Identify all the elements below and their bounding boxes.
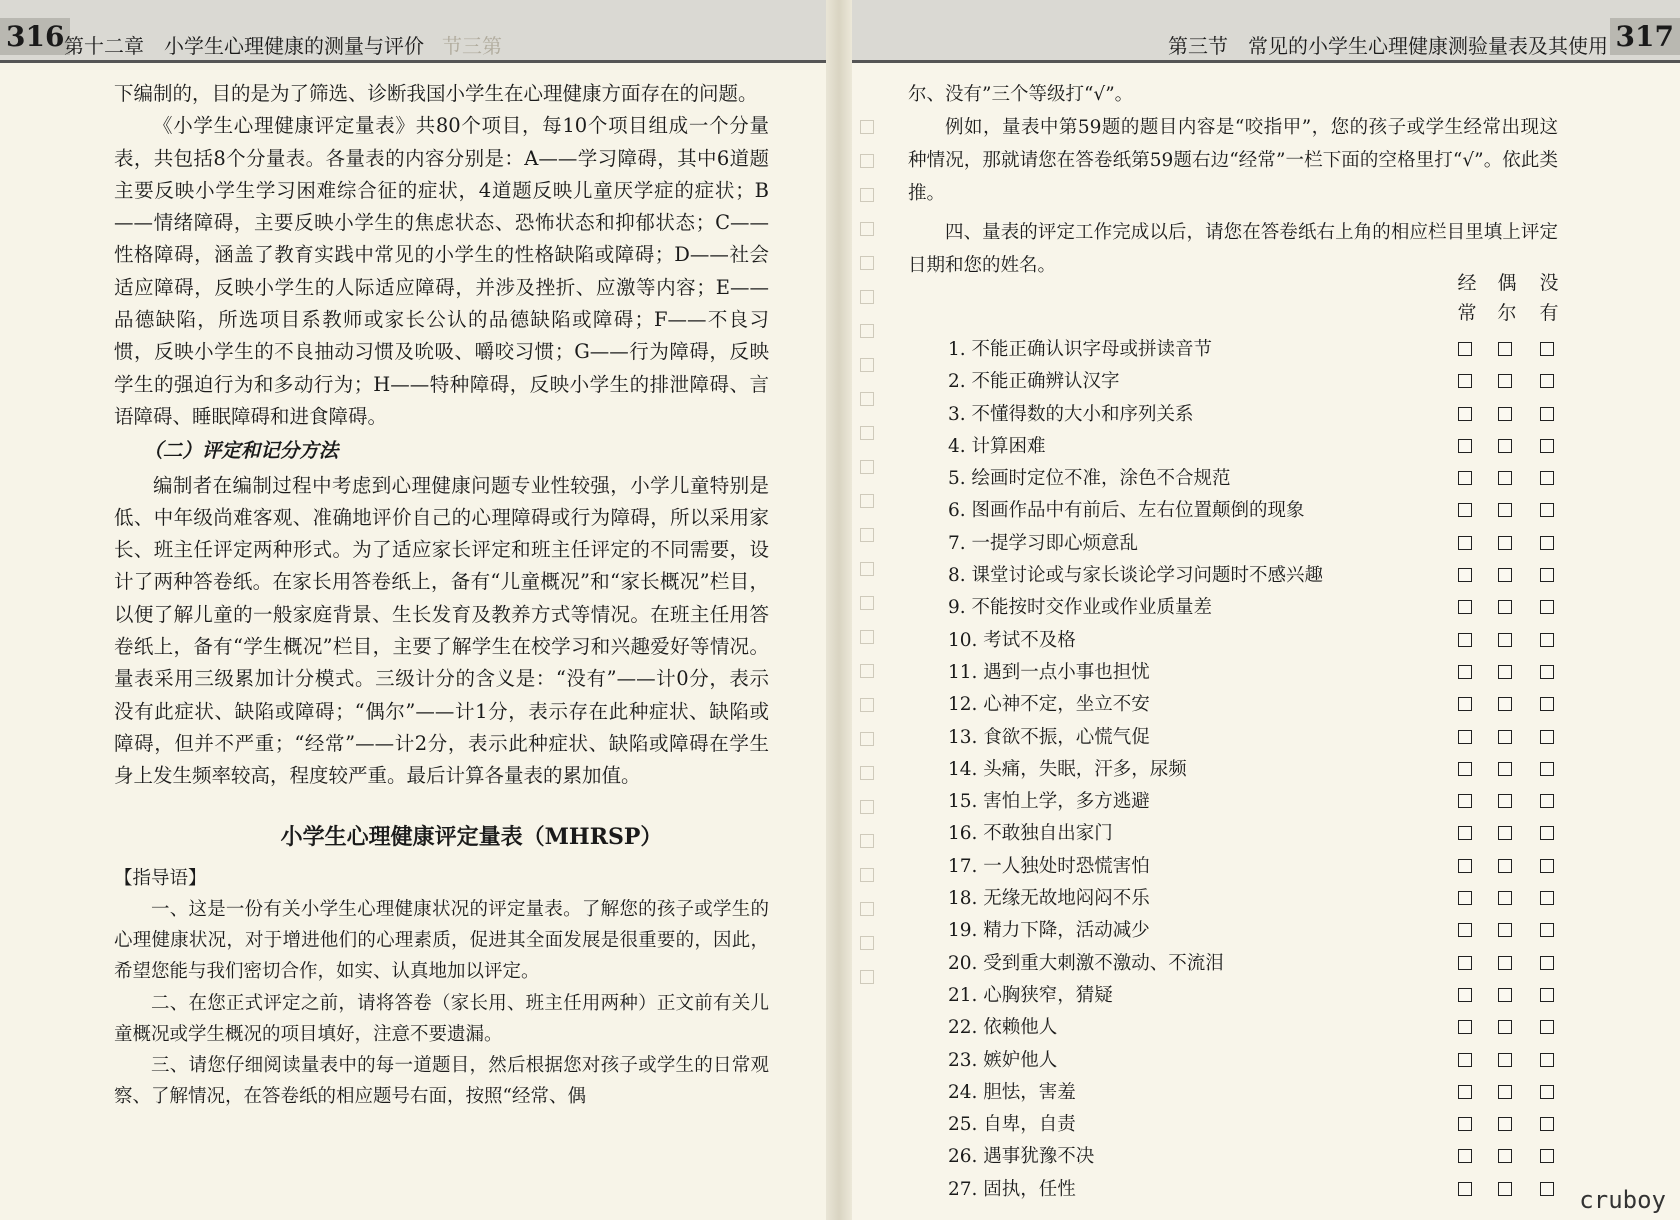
guide-label: 【指导语】 [114,867,207,889]
scale-item-row [948,366,1588,398]
checkbox-sometimes[interactable] [1498,1117,1512,1131]
left-header [0,0,838,63]
scale-item-text: 16. 不敢独自出家门 [948,823,1113,845]
paragraph: 例如，量表中第59题的题目内容是“咬指甲”，您的孩子或学生经常出现这种情况，那就请您在答卷纸第59题右边“经常”一栏下面的空格里打“√”。依此类推。 [908,117,1558,204]
checkbox-sometimes[interactable] [1498,471,1512,485]
checkbox-sometimes[interactable] [1498,407,1512,421]
scale-item-row [948,495,1588,527]
book-gutter [826,0,852,1220]
section-subheading: （二）评定和记分方法 [143,439,339,463]
scale-item-text: 17. 一人独处时恐慌害怕 [948,855,1150,877]
checkbox-never[interactable] [1540,342,1554,356]
checkbox-sometimes[interactable] [1498,342,1512,356]
checkbox-sometimes[interactable] [1498,633,1512,647]
guide-paragraph: 三、请您仔细阅读量表中的每一道题目，然后根据您对孩子或学生的日常观察、了解情况，在答卷纸的相应题号右面，按照“经常、偶 [114,1055,769,1108]
scale-item-text: 15. 害怕上学，多方逃避 [948,791,1150,813]
checkbox-sometimes[interactable] [1498,568,1512,582]
scale-item-row [948,657,1588,689]
scale-item-text: 22. 依赖他人 [948,1017,1058,1039]
guide-section [114,863,769,1113]
scale-item-text: 23. 嫉妒他人 [948,1049,1058,1071]
bleed-through-box [860,528,874,542]
checkbox-sometimes[interactable] [1498,730,1512,744]
paragraph: 四、量表的评定工作完成以后，请您在答卷纸右上角的相应栏目里填上评定日期和您的姓名。 [908,222,1558,276]
checkbox-sometimes[interactable] [1498,923,1512,937]
bleed-through-box [860,222,874,236]
scale-item-row [948,883,1588,915]
checkbox-never[interactable] [1540,568,1554,582]
checkbox-often[interactable] [1458,1182,1472,1196]
scale-item-row [948,1012,1588,1044]
scale-item-row [948,334,1588,366]
column-header-char: 尔 [1497,302,1517,324]
scale-item-row [948,399,1588,431]
section-title: 第三节 常见的小学生心理健康测验量表及其使用 [1168,34,1608,58]
bleed-through-box [860,494,874,508]
scale-item-text: 14. 头痛，失眠，汗多，尿频 [948,758,1187,780]
checkbox-often[interactable] [1458,1053,1472,1067]
checkbox-often[interactable] [1458,794,1472,808]
checkbox-never[interactable] [1540,891,1554,905]
bleed-through-box [860,562,874,576]
scale-item-text: 26. 遇事犹豫不决 [948,1146,1095,1168]
scale-item-text: 19. 精力下降，活动减少 [948,920,1150,942]
scale-item-row [948,1077,1588,1109]
checkbox-never[interactable] [1540,826,1554,840]
column-header-char: 经 [1457,272,1477,294]
scale-item-text: 11. 遇到一点小事也担忧 [948,661,1150,683]
scale-item-text: 2. 不能正确辨认汉字 [948,371,1120,393]
checkbox-never[interactable] [1540,1085,1554,1099]
checkbox-never[interactable] [1540,794,1554,808]
scale-item-text: 7. 一提学习即心烦意乱 [948,532,1139,554]
column-header-char: 偶 [1497,272,1517,294]
scale-title: 小学生心理健康评定量表（MHRSP） [280,823,663,850]
checkbox-sometimes[interactable] [1498,891,1512,905]
scale-item-row [948,722,1588,754]
left-page-number: 316 [0,18,70,55]
guide-paragraph: 一、这是一份有关小学生心理健康状况的评定量表。了解您的孩子或学生的心理健康状况，对于增进他们的心理素质，促进其全面发展是很重要的，因此，希望您能与我们密切合作，如实、认真地加以评定。 [114,899,769,983]
paragraph: 编制者在编制过程中考虑到心理健康问题专业性较强，小学儿童特别是低、中年级尚难客观、准确地评价自己的心理障碍或行为障碍，所以采用家长、班主任评定两种形式。为了适应家长评定和班主任评定的不同需要，设计了两种答卷纸。在家长用答卷纸上，备有“儿童概况”和“家长概况”栏目，以便了解儿童的一般家庭背景、生长发育及教养方式等情况。在班主任用答卷纸上，备有“学生概况”栏目，主要了解学生在校学习和兴趣爱好等情况。量表采用三级累加计分模式。三级计分的含义是：“没有”——计0分，表示没有此症状、缺陷或障碍；“偶尔”——计1分，表示存在此种症状、缺陷或障碍，但并不严重；“经常”——计2分，表示此种症状、缺陷或障碍在学生身上发生频率较高，程度较严重。最后计算各量表的累加值。 [114,473,769,788]
guide-paragraph: 二、在您正式评定之前，请将答卷（家长用、班主任用两种）正文前有关儿童概况或学生概况的项目填好，注意不要遗漏。 [114,992,769,1045]
scale-item-row [948,851,1588,883]
scale-item-text: 3. 不懂得数的大小和序列关系 [948,403,1194,425]
column-header-often [1455,268,1479,328]
checkbox-never[interactable] [1540,1182,1554,1196]
scale-item-text: 25. 自卑，自责 [948,1114,1076,1136]
bleed-through-box [860,630,874,644]
scale-item-text: 20. 受到重大刺激不激动、不流泪 [948,952,1224,974]
checkbox-often[interactable] [1458,407,1472,421]
scale-item-text: 5. 绘画时定位不准，涂色不合规范 [948,468,1231,490]
checkbox-never[interactable] [1540,1053,1554,1067]
left-header-title [64,30,502,59]
bleed-through-box [860,970,874,984]
scale-item-text: 27. 固执，任性 [948,1178,1076,1200]
scale-item-row [948,431,1588,463]
bleed-through-box [860,290,874,304]
scale-item-row [948,625,1588,657]
checkbox-sometimes[interactable] [1498,1149,1512,1163]
checkbox-sometimes[interactable] [1498,1020,1512,1034]
bleed-through-box [860,800,874,814]
checkbox-often[interactable] [1458,536,1472,550]
scale-item-row [948,948,1588,980]
checkbox-sometimes[interactable] [1498,439,1512,453]
checkbox-never[interactable] [1540,923,1554,937]
scale-item-row [948,560,1588,592]
scale-item-row [948,592,1588,624]
checkbox-never[interactable] [1540,600,1554,614]
bleed-through-box [860,936,874,950]
checkbox-sometimes[interactable] [1498,826,1512,840]
scale-item-text: 12. 心神不定，坐立不安 [948,694,1150,716]
checkbox-never[interactable] [1540,439,1554,453]
checkbox-never[interactable] [1540,956,1554,970]
checkbox-often[interactable] [1458,439,1472,453]
scale-item-row [948,754,1588,786]
bleed-through-box [860,664,874,678]
bleed-through-box [860,256,874,270]
scale-item-text: 24. 胆怯，害羞 [948,1081,1076,1103]
scale-item-row [948,1174,1588,1206]
bleed-through-box [860,868,874,882]
scale-item-text: 8. 课堂讨论或与家长谈论学习问题时不感兴趣 [948,565,1324,587]
checkbox-often[interactable] [1458,374,1472,388]
bleed-through-box [860,392,874,406]
scale-item-text: 13. 食欲不振，心慌气促 [948,726,1150,748]
checkbox-often[interactable] [1458,503,1472,517]
checkbox-often[interactable] [1458,956,1472,970]
checkbox-sometimes[interactable] [1498,536,1512,550]
scale-item-row [948,1109,1588,1141]
checkbox-sometimes[interactable] [1498,988,1512,1002]
scale-item-row [948,1141,1588,1173]
scale-item-row [948,528,1588,560]
bleed-through-box [860,834,874,848]
checkbox-often[interactable] [1458,342,1472,356]
checkbox-often[interactable] [1458,600,1472,614]
checkbox-sometimes[interactable] [1498,1085,1512,1099]
checkbox-never[interactable] [1540,762,1554,776]
scale-item-row [948,818,1588,850]
bleed-through-box [860,596,874,610]
checkbox-sometimes[interactable] [1498,503,1512,517]
checkbox-often[interactable] [1458,1085,1472,1099]
column-header-never [1537,268,1561,328]
scale-items-list [948,334,1588,1206]
checkbox-sometimes[interactable] [1498,794,1512,808]
watermark: cruboy [1579,1186,1666,1214]
checkbox-never[interactable] [1540,471,1554,485]
scale-item-row [948,786,1588,818]
bleed-through-box [860,154,874,168]
scale-item-text: 9. 不能按时交作业或作业质量差 [948,597,1213,619]
right-page-number: 317 [1610,18,1680,55]
checkbox-never[interactable] [1540,633,1554,647]
checkbox-sometimes[interactable] [1498,665,1512,679]
scale-item-text: 4. 计算困难 [948,435,1046,457]
bleed-through-box [860,426,874,440]
checkbox-often[interactable] [1458,891,1472,905]
checkbox-often[interactable] [1458,762,1472,776]
scale-item-text: 1. 不能正确认识字母或拼读音节 [948,339,1213,360]
checkbox-never[interactable] [1540,407,1554,421]
scale-item-text: 6. 图画作品中有前后、左右位置颠倒的现象 [948,500,1305,522]
checkbox-often[interactable] [1458,826,1472,840]
checkbox-often[interactable] [1458,568,1472,582]
scale-item-row [948,1045,1588,1077]
checkbox-often[interactable] [1458,730,1472,744]
checkbox-often[interactable] [1458,1117,1472,1131]
scale-item-row [948,463,1588,495]
column-header-char: 没 [1539,272,1559,294]
column-header-char: 常 [1457,302,1477,324]
paragraph: 《小学生心理健康评定量表》共80个项目，每10个项目组成一个分量表，共包括8个分量表。各量表的内容分别是：A——学习障碍，其中6道题主要反映小学生学习困难综合征的症状，4道题反映儿童厌学症的症状；B——情绪障碍，主要反映小学生的焦虑状态、恐怖状态和抑郁状态；C——性格障碍，涵盖了教育实践中常见的小学生的性格缺陷或障碍；D——社会适应障碍，反映小学生的人际适应障碍，并涉及挫折、应激等内容；E——品德缺陷，所选项目系教师或家长公认的品德缺陷或障碍；F——不良习惯，反映小学生的不良抽动习惯及吮吸、嚼咬习惯；G——行为障碍，反映学生的强迫行为和多动行为；H——特种障碍，反映小学生的排泄障碍、言语障碍、睡眠障碍和进食障碍。 [114,114,769,428]
column-header-sometimes [1495,268,1519,328]
scale-item-row [948,915,1588,947]
checkbox-never[interactable] [1540,1117,1554,1131]
right-header [838,0,1680,63]
scale-item-row [948,689,1588,721]
checkbox-never[interactable] [1540,859,1554,873]
checkbox-sometimes[interactable] [1498,374,1512,388]
checkbox-sometimes[interactable] [1498,859,1512,873]
scale-item-text: 18. 无缘无故地闷闷不乐 [948,888,1150,910]
checkbox-often[interactable] [1458,923,1472,937]
checkbox-sometimes[interactable] [1498,1053,1512,1067]
bleed-through-box [860,902,874,916]
checkbox-never[interactable] [1540,1149,1554,1163]
left-body [114,78,769,1112]
checkbox-often[interactable] [1458,697,1472,711]
scale-item-row [948,980,1588,1012]
right-body [908,78,1558,282]
bleed-through-box [860,358,874,372]
checkbox-never[interactable] [1540,374,1554,388]
bleed-through-text: 节三第 [442,34,502,58]
checkbox-never[interactable] [1540,536,1554,550]
checkbox-often[interactable] [1458,859,1472,873]
bleed-through-box [860,188,874,202]
paragraph: 下编制的，目的是为了筛选、诊断我国小学生在心理健康方面存在的问题。 [114,82,758,105]
paragraph: 尔、没有”三个等级打“√”。 [908,84,1134,105]
checkbox-sometimes[interactable] [1498,762,1512,776]
bleed-through-box [860,324,874,338]
checkbox-often[interactable] [1458,1020,1472,1034]
checkbox-never[interactable] [1540,730,1554,744]
bleed-through-box [860,460,874,474]
checkbox-sometimes[interactable] [1498,956,1512,970]
scale-item-text: 10. 考试不及格 [948,629,1076,651]
bleed-through-box [860,766,874,780]
column-header-char: 有 [1539,302,1559,324]
bleed-through-box [860,698,874,712]
chapter-title: 第十二章 小学生心理健康的测量与评价 [64,34,424,58]
checkbox-often[interactable] [1458,471,1472,485]
bleed-through-box [860,732,874,746]
scale-item-text: 21. 心胸狭窄，猜疑 [948,984,1113,1006]
checkbox-never[interactable] [1540,697,1554,711]
checkbox-often[interactable] [1458,1149,1472,1163]
checkbox-never[interactable] [1540,988,1554,1002]
checkbox-often[interactable] [1458,633,1472,647]
bleed-through-box [860,120,874,134]
checkbox-sometimes[interactable] [1498,600,1512,614]
checkbox-never[interactable] [1540,665,1554,679]
left-page [0,0,838,1220]
checkbox-never[interactable] [1540,1020,1554,1034]
checkbox-never[interactable] [1540,503,1554,517]
checkbox-often[interactable] [1458,988,1472,1002]
checkbox-sometimes[interactable] [1498,1182,1512,1196]
checkbox-sometimes[interactable] [1498,697,1512,711]
checkbox-often[interactable] [1458,665,1472,679]
